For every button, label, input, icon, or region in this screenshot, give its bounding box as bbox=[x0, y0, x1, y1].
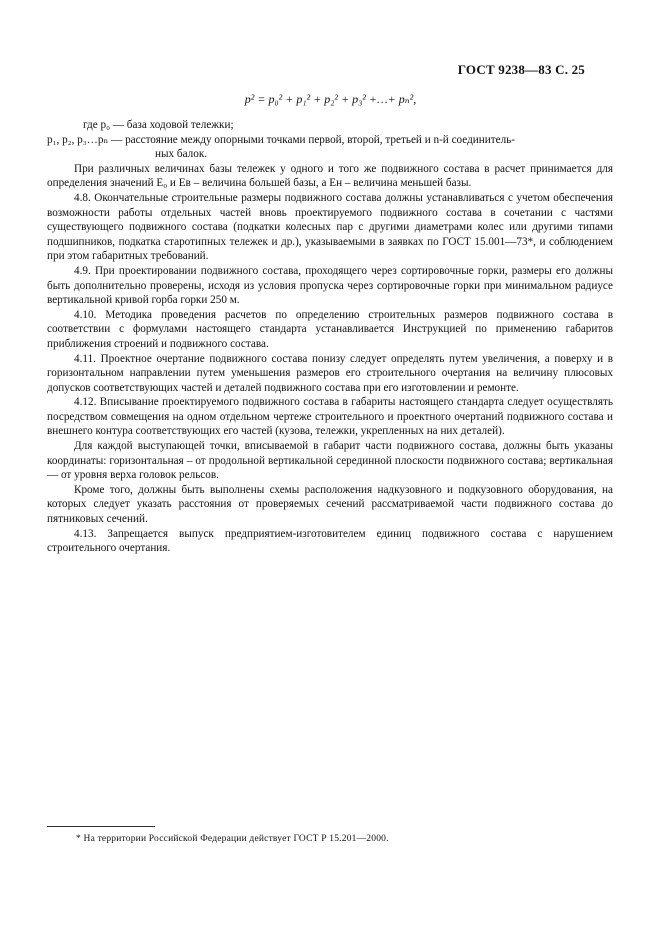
paragraph: 4.8. Окончательные строительные размеры подвижного состава должны устанавливаться с учетом обеспечения возможности работы отдельных частей вновь проектируемого подвижного состава в сочетании с частями существующего подвижного состава (подкатки колесных пар с другими диаметрами колес или другими типами подшипников, подкатка старотипных тележек и др.), указываемыми в заявках по ГОСТ 15.001—73*, и соблюдением при этом габаритных требований. bbox=[47, 191, 613, 263]
definition-text: расстояние между опорными точками первой, второй, третьей и n-й соединитель- bbox=[125, 133, 516, 146]
footnote-divider bbox=[47, 826, 155, 827]
footnote: * На территории Российской Федерации действует ГОСТ Р 15.201—2000. bbox=[76, 834, 389, 844]
paragraph: 4.12. Вписывание проектируемого подвижного состава в габариты настоящего стандарта следует осуществлять посредством совмещения на одном отдельном чертеже строительного и проектного очертаний подвижного состава и внешнего контура соответствующих его частей (кузова, тележки, укрепленных на них деталей). bbox=[47, 396, 613, 438]
paragraph: При различных величинах базы тележек у одного и того же подвижного состава в расчет принимается для определения значений E₀ и Eв – величина большей базы, а Eн – величина меньшей базы. bbox=[47, 162, 613, 190]
definition-term: p₁, p₂, p₃…pₙ — bbox=[47, 133, 123, 146]
paragraph: 4.13. Запрещается выпуск предприятием-изготовителем единиц подвижного состава с нарушением строительного очертания. bbox=[47, 527, 613, 555]
definition-continuation: ных балок. bbox=[155, 148, 208, 161]
formula: p² = p₀² + p₁² + p₂² + p₃² +…+ pₙ², bbox=[244, 92, 417, 106]
paragraph: 4.11. Проектное очертание подвижного состава понизу следует определять путем увеличения, а поверху и в горизонтальном направлении путем уменьшения размеров его строительного очертания на величину плюсовых допусков соответствующих частей и деталей подвижного состава при его изготовлении и ремонте. bbox=[47, 352, 613, 394]
paragraph: Для каждой выступающей точки, вписываемой в габарит части подвижного состава, должны быть указаны координаты: горизонтальная – от продольной вертикальной серединной плоскости подвижного состава; вертикальная — от уровня верха головок рельсов. bbox=[47, 440, 613, 482]
paragraph: Кроме того, должны быть выполнены схемы расположения надкузовного и подкузовного оборудования, на которых следует указать расстояния от проверяемых сечений рассматриваемой части подвижного состава до пятниковых сечений. bbox=[47, 483, 613, 526]
definition-base: где p₀ — база ходовой тележки; bbox=[83, 119, 234, 131]
page-header: ГОСТ 9238—83 С. 25 bbox=[457, 62, 585, 77]
paragraph: 4.9. При проектировании подвижного состава, проходящего через сортировочные горки, размеры его должны быть дополнительно проверены, исходя из условия пропуска через сортировочные горки при минимальном радиусе вертикальной кривой горба горки 250 м. bbox=[47, 264, 613, 307]
definition-distances bbox=[47, 133, 613, 148]
paragraph: 4.10. Методика проведения расчетов по определению строительных размеров подвижного состава в соответствии с формулами настоящего стандарта устанавливается Инструкцией по применению габаритов приближения строений и подвижного состава. bbox=[47, 308, 613, 350]
body-text bbox=[47, 118, 613, 556]
